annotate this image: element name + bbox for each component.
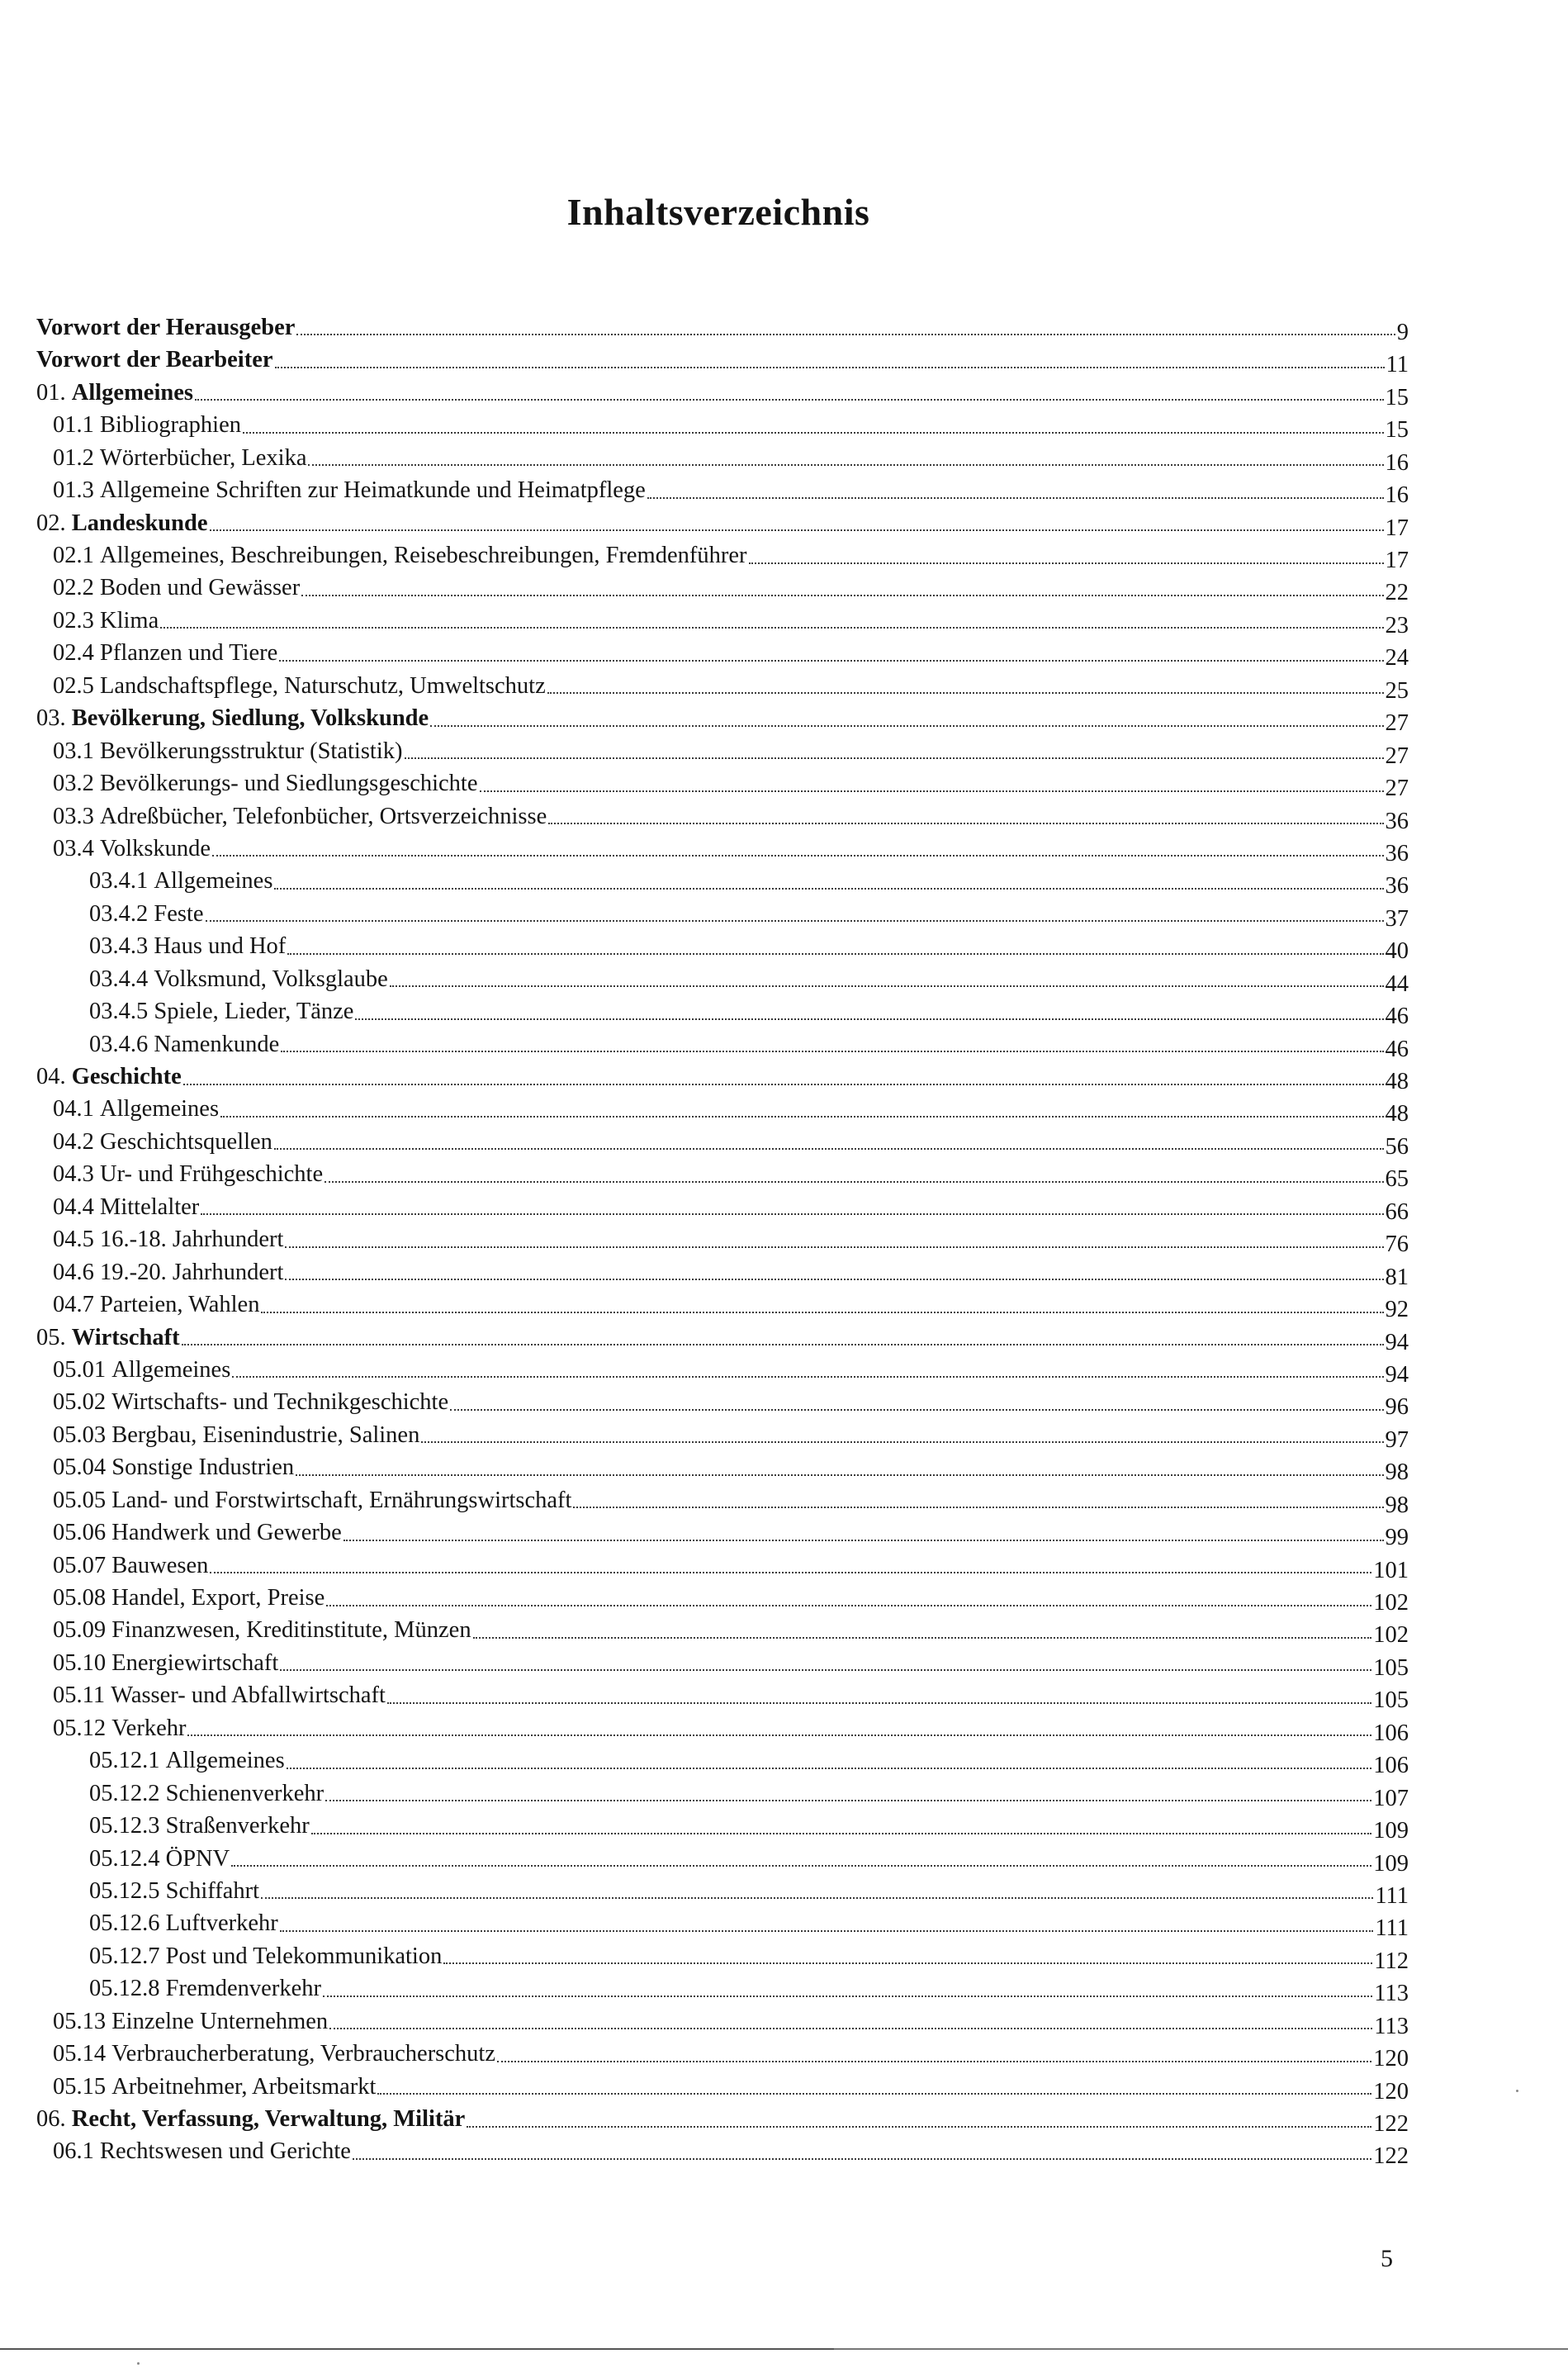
toc-entry-title: Luftverkehr [165, 1910, 278, 1937]
toc-entry [36, 1806, 1409, 1844]
dot-leader [160, 627, 1383, 629]
dot-leader [280, 1669, 1371, 1671]
dot-leader [749, 562, 1384, 564]
toc-entry-title: Recht, Verfassung, Verwaltung, Militär [71, 2106, 466, 2132]
toc-entry-number: 05.11 [53, 1682, 111, 1709]
toc-entry-title: Bevölkerungs- und Siedlungsgeschichte [100, 771, 478, 797]
toc-entry [36, 1871, 1409, 1909]
dot-leader [497, 2061, 1371, 2062]
toc-entry [36, 1903, 1409, 1942]
toc-entry-number: 03.2 [53, 771, 100, 797]
toc-entry-number: 02.3 [53, 607, 100, 634]
dot-leader [285, 1246, 1383, 1248]
toc-entry-number: 04.3 [53, 1161, 100, 1188]
toc-entry-page: 109 [1373, 1850, 1409, 1877]
toc-entry [36, 568, 1409, 606]
toc-entry [36, 1643, 1409, 1681]
toc-entry-page: 76 [1385, 1231, 1409, 1258]
toc-entry-number: 04.6 [53, 1259, 100, 1285]
toc-entry [36, 373, 1409, 410]
toc-entry [36, 1089, 1409, 1127]
toc-entry [36, 1936, 1409, 1974]
toc-entry [36, 763, 1409, 802]
toc-entry-page: 44 [1385, 970, 1409, 997]
toc-entry-page: 94 [1385, 1329, 1409, 1355]
toc-entry-number: 05.10 [53, 1649, 112, 1676]
toc-entry-title: Arbeitnehmer, Arbeitsmarkt [111, 2073, 377, 2100]
toc-entry [36, 1512, 1409, 1551]
toc-entry-number: 05.01 [53, 1356, 112, 1383]
toc-entry-title: Allgemeines [111, 1356, 231, 1383]
dot-leader [473, 1637, 1372, 1639]
toc-entry-page: 109 [1373, 1818, 1409, 1844]
toc-entry-title: Geschichte [71, 1064, 182, 1089]
toc-entry-page: 27 [1385, 743, 1409, 769]
toc-entry-page: 11 [1386, 352, 1409, 378]
toc-entry-number: 05.15 [53, 2073, 112, 2100]
toc-entry-page: 46 [1385, 1036, 1409, 1062]
dot-leader [206, 920, 1384, 922]
dot-leader [210, 529, 1384, 531]
toc-entry-title: Handel, Export, Preise [111, 1585, 325, 1611]
dot-leader [467, 2126, 1371, 2128]
toc-entry [36, 503, 1409, 541]
dot-leader [296, 334, 1395, 335]
toc-entry-number: 05.08 [53, 1585, 112, 1611]
toc-entry-page: 106 [1373, 1720, 1409, 1746]
toc-entry-title: Wörterbücher, Lexika [100, 444, 307, 471]
toc-entry-title: Finanzwesen, Kreditinstitute, Münzen [111, 1617, 471, 1644]
toc-entry-number: 01.1 [53, 412, 100, 439]
toc-entry-title: Ur- und Frühgeschichte [100, 1161, 324, 1188]
toc-entry-number: 01.2 [53, 444, 100, 471]
toc-entry-page: 96 [1385, 1394, 1409, 1421]
toc-entry-title: Volkskunde [100, 835, 211, 861]
toc-entry-page: 27 [1385, 776, 1409, 802]
toc-entry-number: 01. [36, 379, 72, 406]
dot-leader [421, 1441, 1383, 1443]
dot-leader [450, 1409, 1383, 1411]
toc-entry-page: 113 [1374, 1981, 1409, 2007]
toc-entry [36, 666, 1409, 704]
dot-leader [326, 1605, 1371, 1606]
toc-entry-number: 05.13 [53, 2008, 112, 2034]
toc-entry-title: Schienenverkehr [165, 1780, 324, 1806]
toc-entry-page: 107 [1373, 1785, 1409, 1811]
toc-entry-number: 05.12.2 [89, 1780, 166, 1806]
toc-entry-title: Land- und Forstwirtschaft, Ernährungswirtschaft [111, 1487, 572, 1513]
dot-leader [201, 1213, 1383, 1215]
toc-entry-title: Post und Telekommunikation [165, 1943, 443, 1969]
dot-leader [187, 1734, 1371, 1736]
toc-entry [36, 1675, 1409, 1714]
toc-entry-number: 04.2 [53, 1128, 100, 1155]
toc-entry-title: Landschaftspflege, Naturschutz, Umweltschutz [100, 672, 546, 699]
toc-entry [36, 1024, 1409, 1062]
toc-entry-title: Landeskunde [71, 510, 208, 536]
toc-entry-page: 101 [1373, 1557, 1409, 1583]
toc-entry-title: Parteien, Wahlen [100, 1292, 260, 1318]
toc-entry [36, 1317, 1409, 1355]
toc-entry-title: Klima [100, 607, 159, 634]
dot-leader [329, 2028, 1372, 2029]
toc-entry-number: 02.2 [53, 575, 100, 601]
toc-entry [36, 600, 1409, 638]
toc-entry [36, 1740, 1409, 1779]
dot-leader [183, 1084, 1384, 1085]
toc-entry-page: 120 [1373, 2078, 1409, 2105]
toc-entry-number: 01.3 [53, 477, 100, 504]
page-number: 5 [1381, 2245, 1393, 2272]
toc-entry [36, 2067, 1409, 2105]
toc-entry-title: Bevölkerung, Siedlung, Volkskunde [71, 705, 429, 732]
dot-leader [274, 1148, 1384, 1150]
toc-entry-page: 17 [1385, 515, 1409, 541]
toc-entry-title: Wirtschafts- und Technikgeschichte [111, 1389, 449, 1416]
toc-entry [36, 1284, 1409, 1323]
toc-entry-number: 03.4.5 [89, 999, 154, 1025]
toc-entry [36, 339, 1409, 378]
dot-leader [275, 367, 1385, 368]
toc-entry-title: 16.-18. Jahrhundert [100, 1227, 284, 1253]
toc-entry-page: 66 [1385, 1198, 1409, 1225]
toc-entry-page: 113 [1374, 2013, 1409, 2039]
toc-entry [36, 1968, 1409, 2007]
dot-leader [405, 757, 1384, 759]
toc-entry-title: Schiffahrt [165, 1877, 260, 1904]
toc-entry-title: Spiele, Lieder, Tänze [154, 999, 354, 1025]
toc-entry-number: 05.06 [53, 1520, 112, 1546]
toc-entry-title: Sonstige Industrien [111, 1454, 295, 1481]
toc-entry [36, 1545, 1409, 1583]
dot-leader [324, 1181, 1383, 1183]
toc-entry-number: 05.07 [53, 1552, 112, 1578]
toc-entry-page: 98 [1385, 1492, 1409, 1518]
toc-entry-page: 56 [1385, 1133, 1409, 1160]
toc-entry-page: 23 [1385, 612, 1409, 638]
toc-entry-page: 27 [1385, 710, 1409, 737]
toc-entry [36, 894, 1409, 932]
toc-entry [36, 470, 1409, 509]
toc-entry-page: 25 [1385, 677, 1409, 704]
toc-entry-number: 03.4.1 [89, 868, 154, 895]
toc-entry [36, 633, 1409, 671]
toc-entry-title: Handwerk und Gewerbe [111, 1520, 342, 1546]
dot-leader [443, 1962, 1372, 1964]
toc-entry-title: Energiewirtschaft [111, 1649, 279, 1676]
toc-entry-title: Fremdenverkehr [165, 1976, 321, 2002]
toc-entry [36, 959, 1409, 997]
dot-leader [355, 1018, 1383, 1020]
toc-entry-page: 46 [1385, 1004, 1409, 1030]
toc-entry-title: Allgemeines [165, 1748, 285, 1774]
toc-entry-number: 03. [36, 705, 72, 732]
toc-entry-title: Bauwesen [111, 1552, 209, 1578]
toc-entry [36, 1187, 1409, 1225]
toc-entry [36, 1578, 1409, 1616]
toc-entry-page: 37 [1385, 905, 1409, 932]
toc-entry-number: 05.05 [53, 1487, 112, 1513]
toc-entry-page: 81 [1385, 1264, 1409, 1290]
toc-entry-title: Allgemeines [71, 379, 193, 406]
dot-leader [281, 1051, 1383, 1052]
dot-leader [261, 1897, 1373, 1899]
toc-entry-title: Haus und Hof [154, 933, 287, 960]
toc-entry-number: 05.09 [53, 1617, 112, 1644]
toc-entry-page: 16 [1385, 482, 1409, 509]
page-title: Inhaltsverzeichnis [566, 191, 870, 233]
toc-entry-page: 99 [1385, 1525, 1409, 1551]
toc-entry-page: 15 [1385, 384, 1409, 410]
toc-entry-number: 03.4.4 [89, 966, 154, 992]
dot-leader [308, 464, 1383, 466]
toc-entry [36, 796, 1409, 834]
toc-entry-page: 122 [1373, 2143, 1409, 2170]
toc-entry-number: 02. [36, 510, 72, 536]
dot-leader [210, 1572, 1371, 1573]
dot-leader [287, 1768, 1372, 1769]
toc-entry-page: 97 [1385, 1426, 1409, 1453]
toc-entry-number: 05.14 [53, 2041, 112, 2067]
toc-entry-title: Bergbau, Eisenindustrie, Salinen [111, 1421, 420, 1448]
toc-entry-number: 05.12.1 [89, 1748, 166, 1774]
toc-entry-title: Allgemeines [154, 868, 273, 895]
toc-entry [36, 1611, 1409, 1649]
toc-entry-number: 05.12.7 [89, 1943, 166, 1969]
toc-entry-number: 06.1 [53, 2138, 100, 2165]
toc-entry-number: 02.1 [53, 543, 100, 568]
toc-entry-page: 105 [1373, 1687, 1409, 1714]
toc-entry-page: 36 [1385, 873, 1409, 899]
toc-entry-title: Pflanzen und Tiere [100, 640, 278, 667]
dot-leader [343, 1540, 1384, 1541]
toc-entry-number: 06. [36, 2106, 72, 2132]
toc-entry-number: 05. [36, 1324, 72, 1350]
toc-entry-number: 03.4.2 [89, 900, 154, 927]
toc-entry-title: Vorwort der Herausgeber [36, 314, 296, 340]
dot-leader [573, 1507, 1383, 1508]
toc-entry-title: Bevölkerungsstruktur (Statistik) [100, 738, 403, 764]
toc-entry [36, 1773, 1409, 1811]
scan-speck [1516, 2090, 1518, 2092]
toc-entry [36, 535, 1409, 573]
toc-entry-page: 22 [1385, 580, 1409, 606]
dot-leader [280, 1930, 1374, 1932]
toc-entry-number: 03.4.6 [89, 1031, 154, 1057]
dot-leader [232, 1376, 1383, 1378]
toc-entry-number: 03.4 [53, 835, 100, 861]
dot-leader [301, 595, 1383, 596]
dot-leader [548, 823, 1383, 824]
dot-leader [547, 692, 1384, 694]
dot-leader [212, 855, 1383, 857]
dot-leader [311, 1833, 1372, 1834]
toc-entry [36, 991, 1409, 1030]
toc-entry-title: Rechtswesen und Gerichte [100, 2138, 351, 2165]
bottom-rule-left [0, 2348, 834, 2350]
toc-entry-page: 105 [1373, 1654, 1409, 1681]
dot-leader [387, 1702, 1371, 1704]
dot-leader [325, 1800, 1371, 1801]
toc-entry-title: Vorwort der Bearbeiter [36, 347, 273, 373]
toc-entry-page: 48 [1385, 1101, 1409, 1127]
toc-entry-title: ÖPNV [165, 1845, 230, 1872]
toc-entry-number: 04.5 [53, 1227, 100, 1253]
toc-entry-title: Einzelne Unternehmen [111, 2008, 329, 2034]
toc-entry [36, 1447, 1409, 1486]
toc-entry-number: 02.4 [53, 640, 100, 667]
toc-entry-number: 02.5 [53, 672, 100, 699]
toc-entry-number: 04.4 [53, 1193, 100, 1220]
toc-entry-title: Straßenverkehr [165, 1813, 310, 1839]
dot-leader [390, 985, 1384, 987]
toc-entry [36, 1415, 1409, 1453]
toc-entry-page: 120 [1373, 2046, 1409, 2072]
dot-leader [287, 953, 1383, 955]
toc-entry-number: 05.12.5 [89, 1877, 166, 1904]
toc-entry-title: Boden und Gewässer [100, 575, 301, 601]
toc-entry-title: Verkehr [111, 1715, 187, 1741]
toc-entry-title: Wasser- und Abfallwirtschaft [111, 1682, 386, 1709]
toc-entry-page: 48 [1385, 1069, 1409, 1094]
toc-entry-title: Bibliographien [100, 412, 241, 439]
toc-entry-title: Verbraucherberatung, Verbraucherschutz [111, 2041, 495, 2067]
toc-entry-number: 03.1 [53, 738, 100, 764]
table-of-contents [36, 307, 1409, 2170]
toc-entry-page: 36 [1385, 840, 1409, 866]
toc-entry [36, 861, 1409, 899]
toc-entry-page: 65 [1385, 1166, 1409, 1193]
toc-entry-page: 111 [1375, 1915, 1409, 1942]
dot-leader [377, 2093, 1371, 2095]
toc-entry-page: 40 [1385, 938, 1409, 965]
toc-entry-title: Allgemeine Schriften zur Heimatkunde und Heimatpflege [100, 477, 646, 504]
dot-leader [231, 1865, 1371, 1867]
dot-leader [279, 660, 1383, 662]
toc-entry-page: 106 [1373, 1753, 1409, 1779]
toc-entry [36, 2132, 1409, 2170]
toc-entry-page: 36 [1385, 808, 1409, 834]
toc-entry [36, 828, 1409, 866]
toc-entry-number: 05.12.3 [89, 1813, 166, 1839]
dot-leader [182, 1344, 1384, 1345]
dot-leader [274, 888, 1383, 890]
dot-leader [430, 725, 1383, 727]
toc-entry-number: 04.7 [53, 1292, 100, 1318]
dot-leader [323, 1995, 1372, 1997]
toc-entry-page: 98 [1385, 1459, 1409, 1486]
toc-entry-title: Namenkunde [154, 1031, 280, 1057]
toc-entry-title: Mittelalter [100, 1193, 200, 1220]
toc-entry-page: 111 [1375, 1882, 1409, 1909]
toc-entry-page: 17 [1385, 548, 1409, 573]
toc-entry-title: Allgemeines [100, 1096, 220, 1122]
toc-entry [36, 1219, 1409, 1258]
dot-leader [296, 1474, 1383, 1476]
scan-speck [137, 2362, 140, 2365]
toc-entry-number: 05.02 [53, 1389, 112, 1416]
toc-entry-number: 03.4.3 [89, 933, 154, 960]
dot-leader [195, 399, 1384, 401]
toc-entry [36, 2001, 1409, 2039]
toc-entry-title: 19.-20. Jahrhundert [100, 1259, 284, 1285]
toc-entry-title: Wirtschaft [71, 1324, 180, 1350]
toc-entry [36, 926, 1409, 965]
toc-entry-page: 24 [1385, 645, 1409, 671]
dot-leader [261, 1312, 1383, 1313]
toc-entry-page: 102 [1373, 1590, 1409, 1616]
toc-entry-number: 03.3 [53, 803, 100, 829]
toc-entry-number: 04. [36, 1064, 72, 1089]
toc-entry-number: 05.12 [53, 1715, 112, 1741]
toc-entry-page: 16 [1385, 449, 1409, 476]
toc-entry [36, 1056, 1409, 1094]
toc-entry-title: Geschichtsquellen [100, 1128, 272, 1155]
toc-entry [36, 438, 1409, 476]
dot-leader [647, 497, 1384, 499]
toc-entry-page: 92 [1385, 1297, 1409, 1323]
dot-leader [353, 2158, 1371, 2160]
bottom-rule-right [834, 2348, 1568, 2350]
toc-entry [36, 2099, 1409, 2137]
toc-entry-title: Allgemeines, Beschreibungen, Reisebeschreibungen, Fremdenführer [100, 543, 747, 568]
dot-leader [243, 432, 1384, 434]
dot-leader [220, 1116, 1383, 1118]
toc-entry-number: 04.1 [53, 1096, 100, 1122]
toc-entry [36, 405, 1409, 444]
toc-entry-page: 102 [1373, 1622, 1409, 1649]
toc-entry [36, 1382, 1409, 1421]
toc-entry-number: 05.03 [53, 1421, 112, 1448]
toc-entry [36, 2033, 1409, 2072]
toc-entry-page: 94 [1385, 1361, 1409, 1388]
dot-leader [480, 790, 1384, 792]
toc-entry-number: 05.12.8 [89, 1976, 166, 2002]
toc-entry-page: 122 [1373, 2111, 1409, 2137]
toc-entry [36, 731, 1409, 769]
toc-entry [36, 1708, 1409, 1746]
toc-entry [36, 1252, 1409, 1290]
toc-entry-number: 05.12.6 [89, 1910, 166, 1937]
toc-entry-title: Adreßbücher, Telefonbücher, Ortsverzeichnisse [100, 803, 547, 829]
toc-entry-page: 15 [1385, 417, 1409, 444]
toc-entry-page: 9 [1396, 319, 1409, 345]
toc-entry-number: 05.04 [53, 1454, 112, 1481]
toc-entry-title: Volksmund, Volksglaube [154, 966, 388, 992]
toc-entry [36, 1154, 1409, 1193]
toc-entry [36, 1122, 1409, 1160]
dot-leader [285, 1279, 1383, 1280]
toc-entry [36, 698, 1409, 737]
toc-entry [36, 307, 1409, 345]
toc-entry [36, 1480, 1409, 1518]
toc-entry-title: Feste [154, 900, 204, 927]
toc-entry [36, 1350, 1409, 1388]
toc-entry-number: 05.12.4 [89, 1845, 166, 1872]
toc-entry-page: 112 [1374, 1948, 1409, 1974]
toc-entry [36, 1839, 1409, 1877]
